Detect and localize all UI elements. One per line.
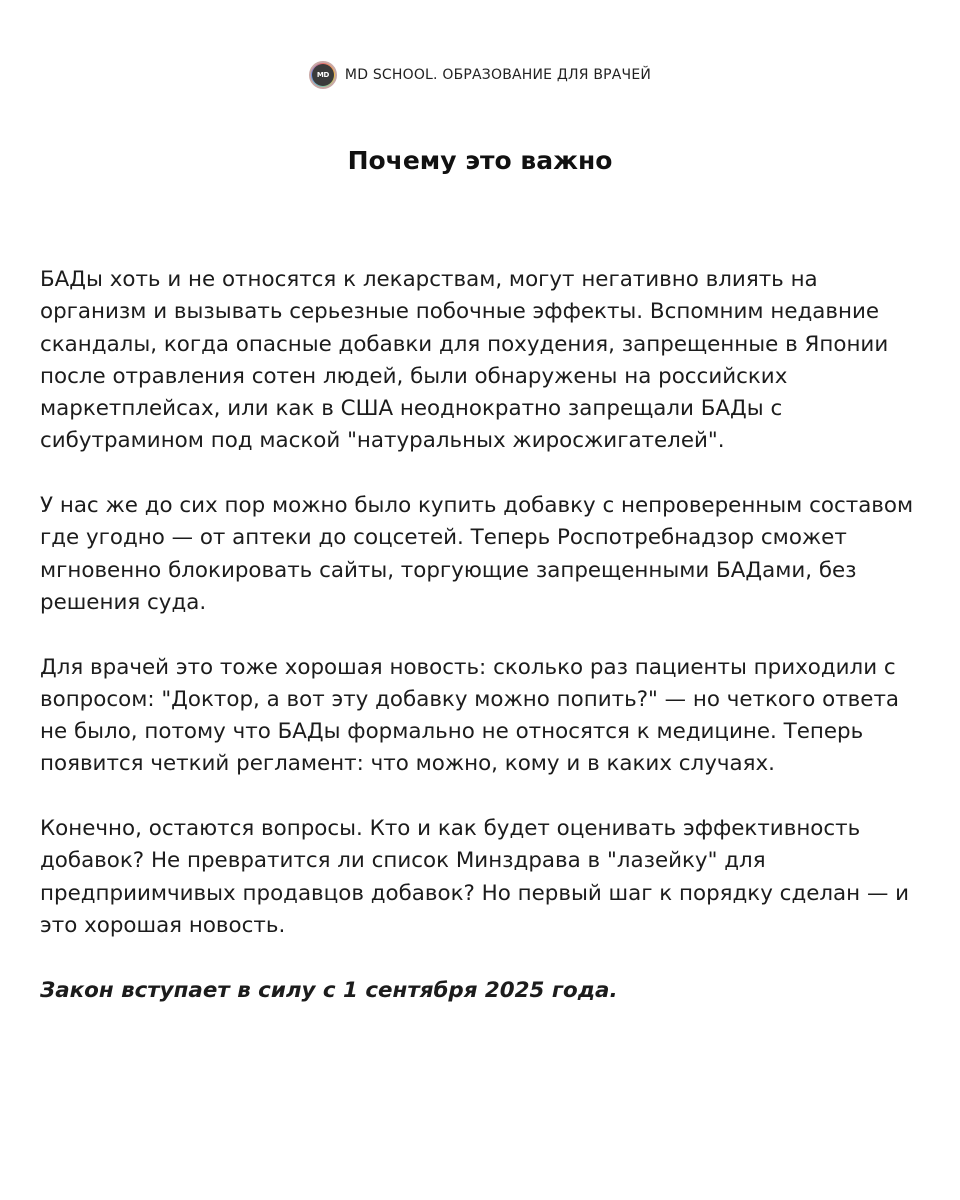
logo-text: MD — [312, 64, 334, 86]
brand-name: MD SCHOOL. ОБРАЗОВАНИЕ ДЛЯ ВРАЧЕЙ — [344, 67, 652, 83]
paragraph-4: Конечно, остаются вопросы. Кто и как будет оценивать эффективность добавок? Не превратится ли список Минздрава в "лазейку" для предприимчивых продавцов добавок? Но первый шаг к порядку сделан — и это хорошая новость. — [40, 816, 910, 938]
paragraph-2: У нас же до сих пор можно было купить добавку с непроверенным составом где угодно — от аптеки до соцсетей. Теперь Роспотребнадзор сможет мгновенно блокировать сайты, торгующие запрещенными БАДами, без решения суда. — [40, 493, 914, 615]
paragraph-1: БАДы хоть и не относятся к лекарствам, могут негативно влиять на организм и вызывать серьезные побочные эффекты. Вспомним недавние скандалы, когда опасные добавки для похудения, запрещенные в Японии после отравления сотен людей, были обнаружены на российских маркетплейсах, или как в США неоднократно запрещали БАДы с сибутрамином под маской "натуральных жиросжигателей". — [40, 267, 889, 454]
article-body — [40, 264, 925, 1007]
page-title: Почему это важно — [347, 146, 613, 175]
paragraph-3: Для врачей это тоже хорошая новость: сколько раз пациенты приходили с вопросом: "Доктор, а вот эту добавку можно попить?" — но четкого ответа не было, потому что БАДы формально не относятся к медицине. Теперь появится четкий регламент: что можно, кому и в каких случаях. — [40, 654, 900, 777]
brand-header — [0, 59, 960, 91]
md-school-logo — [309, 61, 337, 89]
closing-statement: Закон вступает в силу с 1 сентября 2025 года. — [40, 977, 618, 1003]
